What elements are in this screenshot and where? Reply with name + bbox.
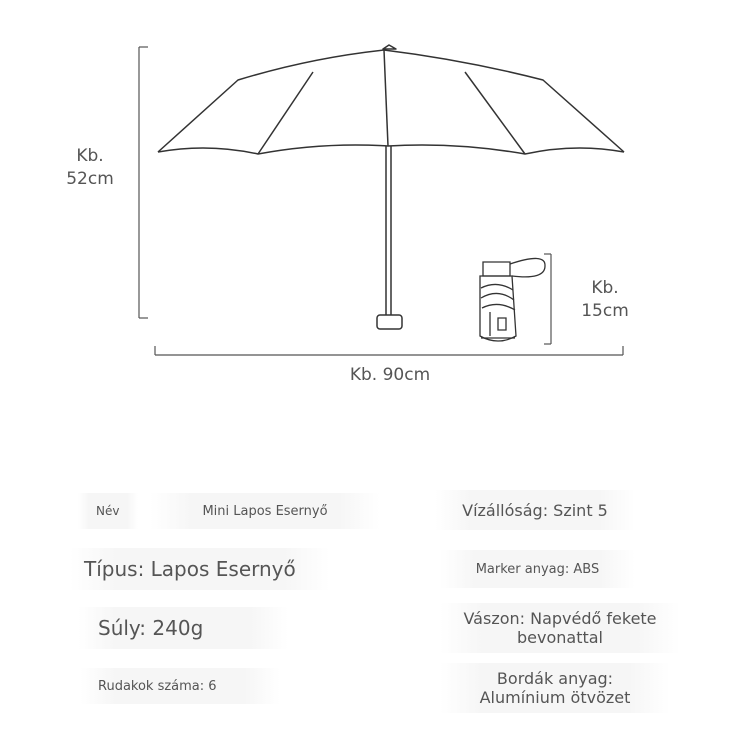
spec-type: Típus: Lapos Esernyő bbox=[70, 548, 330, 590]
width-label bbox=[330, 364, 450, 387]
spec-ribs-material bbox=[440, 663, 670, 713]
folded-label-line1: Kb. bbox=[591, 278, 619, 298]
height-label-line1: Kb. bbox=[76, 146, 104, 166]
spec-name-value: Mini Lapos Esernyő bbox=[150, 493, 380, 529]
width-dimension-bracket bbox=[155, 346, 623, 355]
spec-weight: Súly: 240g bbox=[78, 607, 288, 649]
width-label-text: Kb. 90cm bbox=[349, 365, 431, 385]
height-label-line2: 52cm bbox=[66, 169, 114, 189]
spec-handle-material: Marker anyag: ABS bbox=[440, 550, 635, 588]
folded-umbrella-icon bbox=[480, 258, 545, 341]
height-dimension-bracket bbox=[139, 47, 148, 318]
spec-canopy-line1: Vászon: Napvédő fekete bbox=[463, 609, 657, 628]
spec-ribs-count: Rudakok száma: 6 bbox=[80, 668, 280, 704]
height-label bbox=[60, 145, 120, 191]
spec-ribs-material-line1: Bordák anyag: bbox=[496, 669, 614, 688]
folded-size-label bbox=[570, 277, 640, 323]
folded-label-line2: 15cm bbox=[581, 301, 629, 321]
spec-waterproof: Vízállóság: Szint 5 bbox=[435, 490, 635, 530]
spec-canopy-line2: bevonattal bbox=[517, 628, 603, 647]
spec-name-key: Név bbox=[78, 493, 138, 529]
open-umbrella-icon bbox=[158, 45, 624, 329]
spec-ribs-material-line2: Alumínium ötvözet bbox=[479, 688, 631, 707]
spec-canopy bbox=[440, 603, 680, 653]
